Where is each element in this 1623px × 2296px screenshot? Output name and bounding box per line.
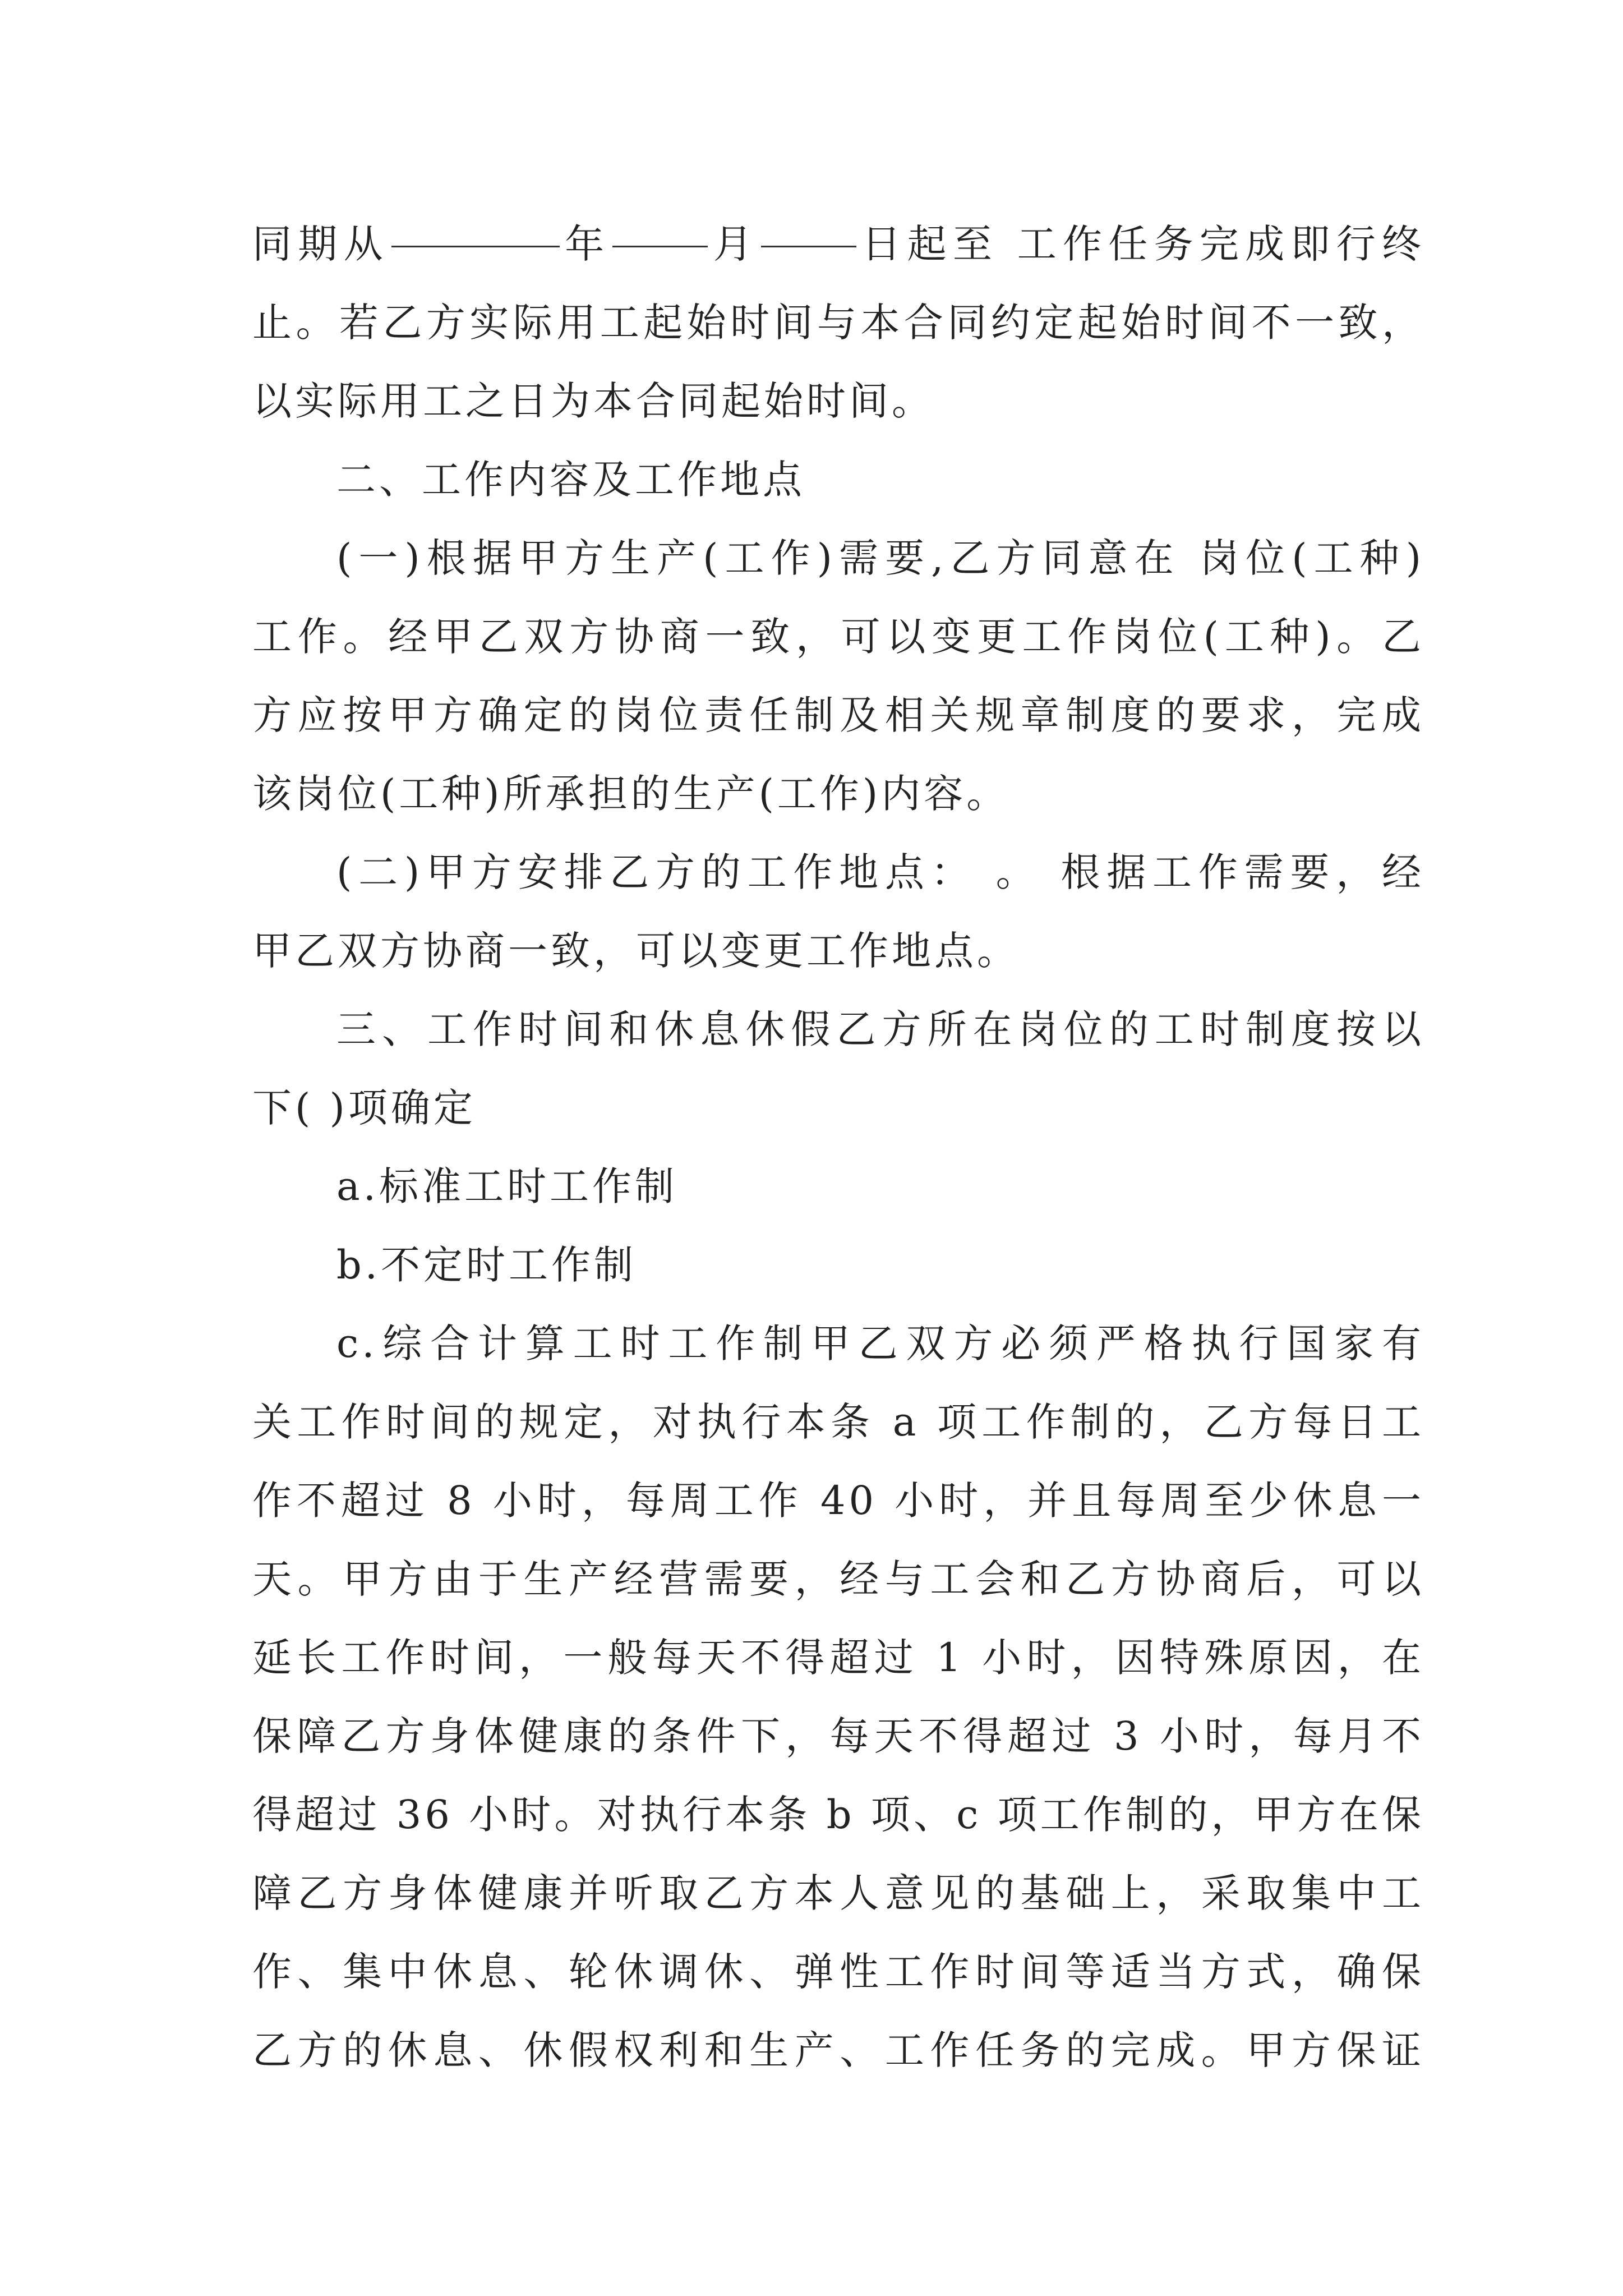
paragraph-line-16: 关工作时间的规定，对执行本条 a 项工作制的，乙方每日工 <box>252 1399 1424 1445</box>
day-and-term-text: 日起至 工作任务完成即行终 <box>859 221 1425 267</box>
paragraph-line-19: 延长工作时间，一般每天不得超过 1 小时，因特殊原因，在 <box>252 1635 1424 1681</box>
section-heading-2: 二、工作内容及工作地点 <box>336 457 805 503</box>
option-c: c.综合计算工时工作制甲乙双方必须严格执行国家有 <box>336 1320 1424 1366</box>
paragraph-line-21: 得超过 36 小时。对执行本条 b 项、c 项工作制的，甲方在保 <box>252 1792 1424 1838</box>
paragraph-line-23: 作、集中休息、轮休调休、弹性工作时间等适当方式，确保 <box>252 1949 1424 1995</box>
paragraph-line-5: (一)根据甲方生产(工作)需要,乙方同意在 岗位(工种) <box>336 535 1424 581</box>
paragraph-line-12: 下( )项确定 <box>252 1085 476 1131</box>
paragraph-line-2: 止。若乙方实际用工起始时间与本合同约定起始时间不一致， <box>252 300 1424 346</box>
paragraph-line-6: 工作。经甲乙双方协商一致，可以变更工作岗位(工种)。乙 <box>252 614 1424 660</box>
paragraph-line-1 <box>252 205 1424 283</box>
paragraph-line-24: 乙方的休息、休假权利和生产、工作任务的完成。甲方保证 <box>252 2027 1424 2073</box>
paragraph-line-9: (二)甲方安排乙方的工作地点： 。 根据工作需要，经 <box>336 849 1424 895</box>
option-b: b.不定时工作制 <box>336 1242 637 1288</box>
paragraph-line-20: 保障乙方身体健康的条件下，每天不得超过 3 小时，每月不 <box>252 1713 1424 1759</box>
date-prefix-text: 同期从 <box>252 221 389 267</box>
paragraph-line-17: 作不超过 8 小时，每周工作 40 小时，并且每周至少休息一 <box>252 1478 1424 1524</box>
paragraph-line-10: 甲乙双方协商一致，可以变更工作地点。 <box>252 928 1020 974</box>
paragraph-line-22: 障乙方身体健康并听取乙方本人意见的基础上，采取集中工 <box>252 1870 1424 1916</box>
year-label: 年 <box>561 221 611 267</box>
year-blank <box>391 245 560 247</box>
paragraph-line-18: 天。甲方由于生产经营需要，经与工会和乙方协商后，可以 <box>252 1556 1424 1602</box>
paragraph-line-8: 该岗位(工种)所承担的生产(工作)内容。 <box>252 771 1009 817</box>
paragraph-line-7: 方应按甲方确定的岗位责任制及相关规章制度的要求，完成 <box>252 692 1424 738</box>
option-a: a.标准工时工作制 <box>336 1163 677 1209</box>
month-label: 月 <box>710 221 759 267</box>
month-blank <box>612 245 708 247</box>
day-blank <box>761 245 856 247</box>
paragraph-line-3: 以实际用工之日为本合同起始时间。 <box>252 378 934 424</box>
section-heading-3: 三、工作时间和休息休假乙方所在岗位的工时制度按以 <box>336 1006 1424 1052</box>
